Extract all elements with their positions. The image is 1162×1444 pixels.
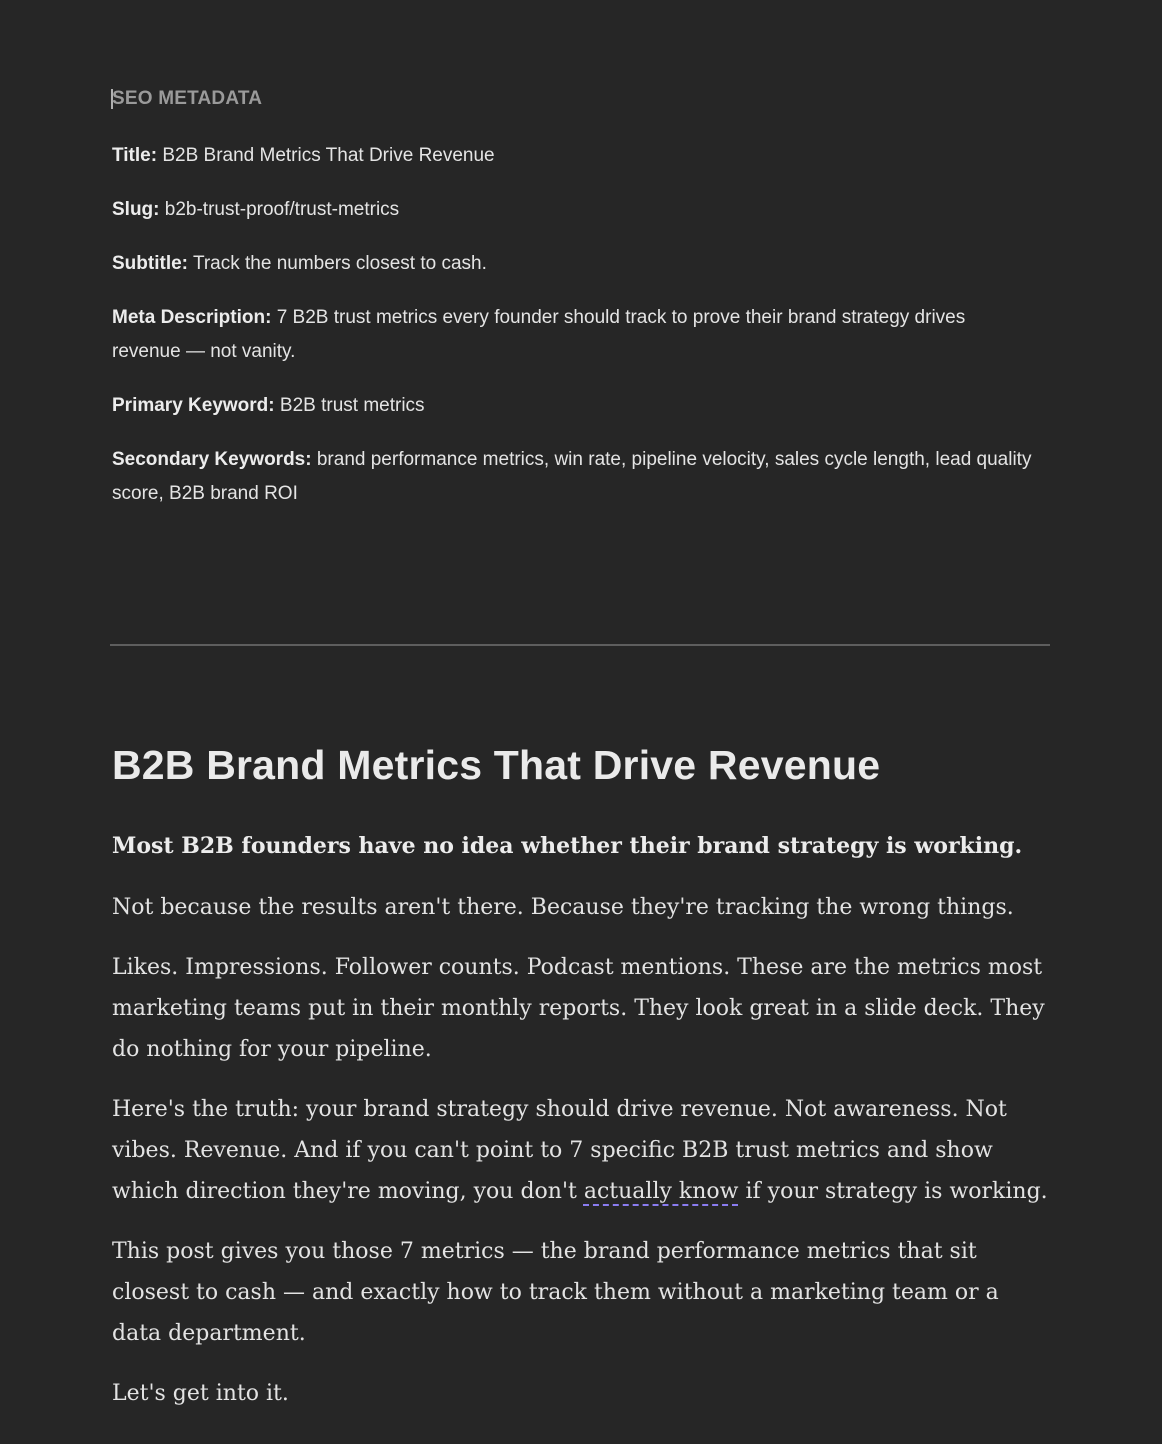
seo-metadata-list bbox=[112, 139, 1032, 531]
meta-primary-keyword-row[interactable] bbox=[112, 389, 1032, 423]
article-paragraph-4[interactable]: This post gives you those 7 metrics — the brand performance metrics that sit closest to cash — and exactly how to track them without a marketing team or a data department. bbox=[112, 1239, 999, 1346]
meta-subtitle-value: Track the numbers closest to cash. bbox=[192, 253, 487, 274]
spellcheck-flagged-phrase[interactable]: actually know bbox=[583, 1179, 739, 1204]
meta-title-row[interactable] bbox=[112, 139, 1032, 173]
meta-primary-keyword-value: B2B trust metrics bbox=[279, 395, 425, 416]
section-divider bbox=[110, 644, 1050, 646]
meta-secondary-keywords-value: brand performance metrics, win rate, pipeline velocity, sales cycle length, lead quality score, B2B brand ROI bbox=[112, 449, 1032, 504]
meta-description-value: 7 B2B trust metrics every founder should track to prove their brand strategy drives revenue — not vanity. bbox=[112, 307, 966, 362]
article-paragraph-1[interactable]: Not because the results aren't there. Because they're tracking the wrong things. bbox=[112, 895, 1014, 920]
article-lead[interactable]: Most B2B founders have no idea whether their brand strategy is working. bbox=[112, 833, 1023, 859]
meta-subtitle-row[interactable] bbox=[112, 247, 1032, 281]
meta-secondary-keywords-row[interactable] bbox=[112, 443, 1032, 511]
article-body bbox=[112, 826, 1050, 1433]
meta-slug-value: b2b-trust-proof/trust-metrics bbox=[164, 199, 400, 220]
meta-title-value: B2B Brand Metrics That Drive Revenue bbox=[162, 145, 495, 166]
meta-description-row[interactable] bbox=[112, 301, 1032, 369]
meta-primary-keyword-key: Primary Keyword: bbox=[112, 395, 275, 416]
article-paragraph-3[interactable] bbox=[112, 1089, 1050, 1212]
paragraph-3-text-start: Here's the truth: your brand strategy should drive revenue. Not awareness. Not vibes. Revenue. And if you can't point to 7 specific B2B trust metrics and show which direction they're moving, you don't bbox=[112, 1097, 1007, 1204]
article-paragraph-5[interactable]: Let's get into it. bbox=[112, 1381, 289, 1406]
paragraph-3-text-end: if your strategy is working. bbox=[738, 1179, 1048, 1204]
meta-slug-key: Slug: bbox=[112, 199, 160, 220]
meta-subtitle-key: Subtitle: bbox=[112, 253, 188, 274]
meta-secondary-keywords-key: Secondary Keywords: bbox=[112, 449, 312, 470]
meta-title-key: Title: bbox=[112, 145, 158, 166]
seo-metadata-heading[interactable]: SEO METADATA bbox=[112, 88, 263, 109]
meta-description-key: Meta Description: bbox=[112, 307, 272, 328]
article-paragraph-2[interactable]: Likes. Impressions. Follower counts. Podcast mentions. These are the metrics most marketing teams put in their monthly reports. They look great in a slide deck. They do nothing for your pipeline. bbox=[112, 955, 1045, 1062]
article-title[interactable]: B2B Brand Metrics That Drive Revenue bbox=[112, 742, 881, 788]
meta-slug-row[interactable] bbox=[112, 193, 1032, 227]
